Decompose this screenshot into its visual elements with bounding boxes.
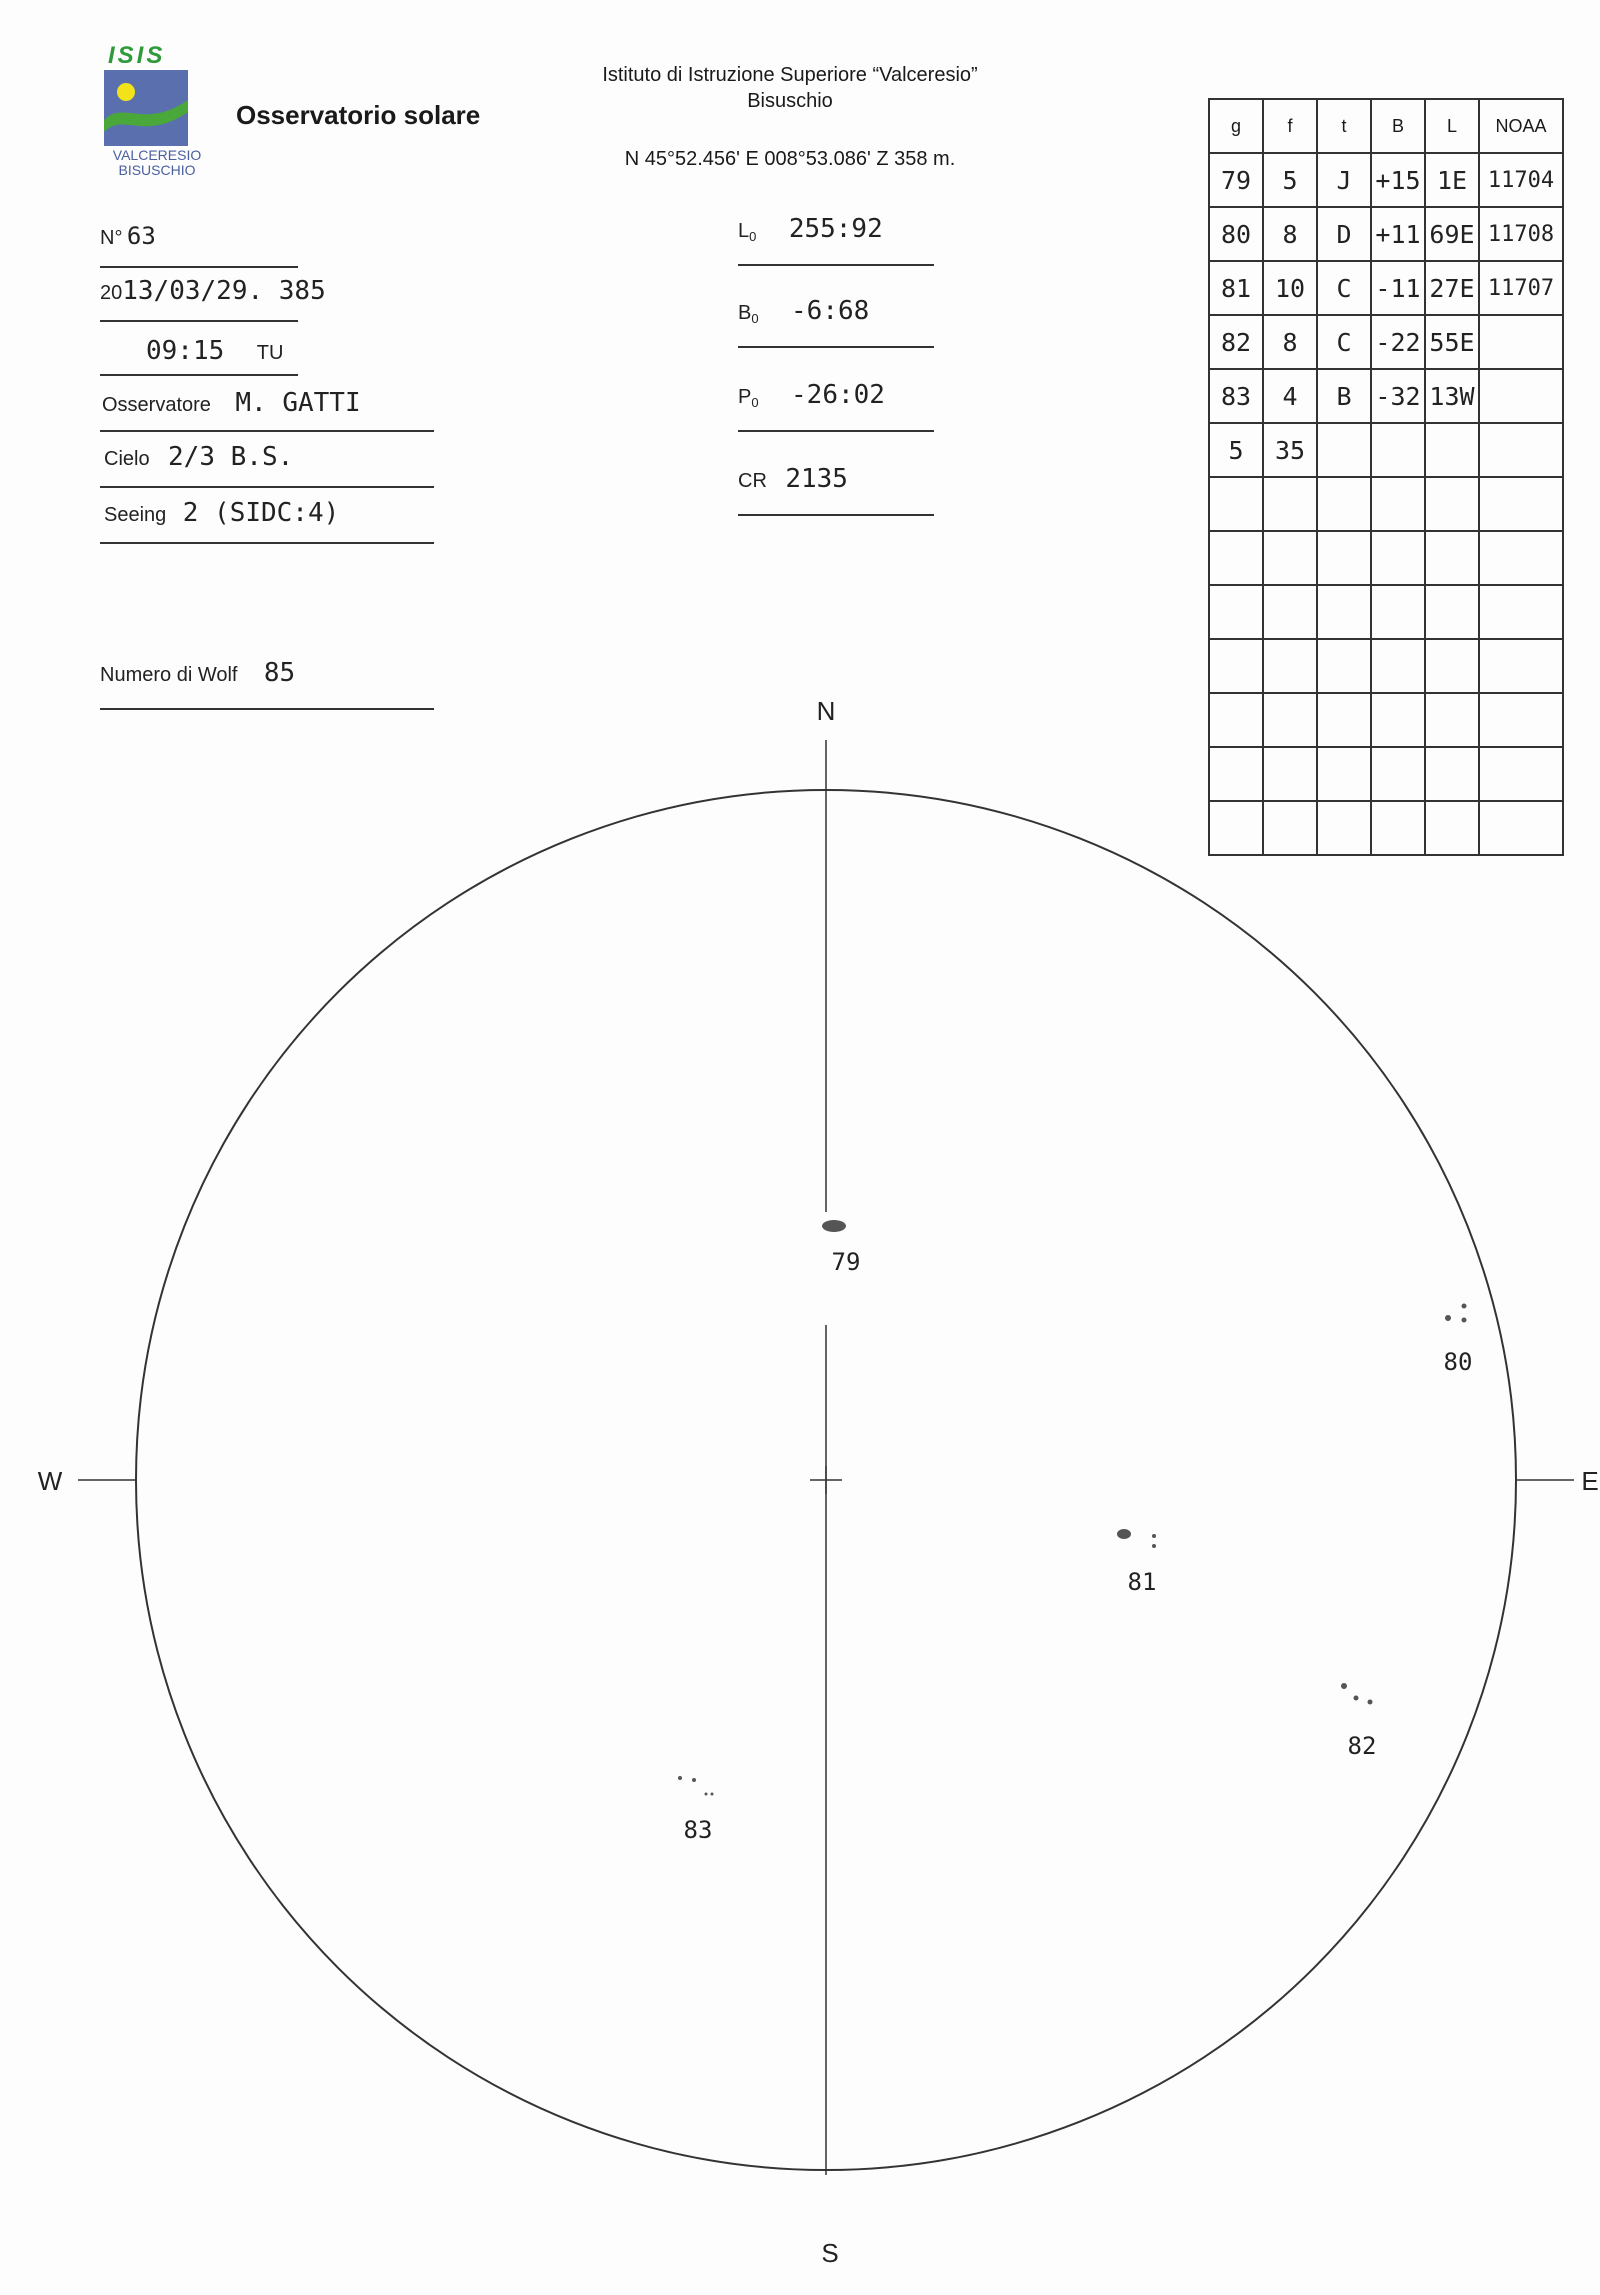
header-f: f — [1263, 99, 1317, 153]
cell-noaa: 11704 — [1479, 153, 1563, 207]
sunspot-79b — [823, 1223, 829, 1229]
cell-b: -22 — [1371, 315, 1425, 369]
cell-f: 8 — [1263, 207, 1317, 261]
total-spots: 35 — [1263, 423, 1317, 477]
institute-name: Istituto di Istruzione Superiore “Valceresio” — [602, 64, 978, 86]
wolf-label: Numero di Wolf — [100, 664, 238, 686]
cell-l: 27E — [1425, 261, 1479, 315]
sky-value: 2/3 B.S. — [168, 442, 294, 472]
cell-f: 4 — [1263, 369, 1317, 423]
cell-t: D — [1317, 207, 1371, 261]
seeing-value: 2 (SIDC:4) — [182, 498, 340, 528]
cell-t: J — [1317, 153, 1371, 207]
group-label-80: 80 — [1443, 1348, 1473, 1376]
header-l: L — [1425, 99, 1479, 153]
p0-sub: 0 — [751, 395, 759, 411]
l0-sub: 0 — [749, 229, 757, 245]
cell-f: 8 — [1263, 315, 1317, 369]
cell-f: 5 — [1263, 153, 1317, 207]
time-value: 09:15 — [146, 336, 225, 366]
sunspot-83d — [711, 1793, 714, 1796]
sunspot-80c — [1462, 1318, 1467, 1323]
cell-t: B — [1317, 369, 1371, 423]
p0-label: P — [738, 386, 752, 408]
date-value: 13/03/29. 385 — [122, 276, 326, 306]
sunspot-80b — [1462, 1304, 1467, 1309]
cell-b: -32 — [1371, 369, 1425, 423]
cell-b: +15 — [1371, 153, 1425, 207]
l0-value: 255:92 — [788, 214, 883, 244]
sunspot-80 — [1445, 1315, 1451, 1321]
observer-label: Osservatore — [102, 394, 211, 416]
cell-g: 82 — [1209, 315, 1263, 369]
cell-t: C — [1317, 261, 1371, 315]
cell-l: 1E — [1425, 153, 1479, 207]
logo-caption-line2: BISUSCHIO — [118, 162, 196, 178]
logo-text: ISIS — [108, 42, 166, 69]
header-b: B — [1371, 99, 1425, 153]
cell-f: 10 — [1263, 261, 1317, 315]
b0-label: B — [738, 302, 752, 324]
header-noaa: NOAA — [1479, 99, 1563, 153]
logo-caption-line1: VALCERESIO — [112, 147, 202, 163]
b0-value: -6:68 — [791, 296, 870, 326]
east-label: E — [1581, 1466, 1599, 1496]
group-label-81: 81 — [1127, 1568, 1157, 1596]
cell-l: 69E — [1425, 207, 1479, 261]
header-g: g — [1209, 99, 1263, 153]
sky-label: Cielo — [104, 448, 150, 470]
sunspot-82 — [1341, 1683, 1347, 1689]
date-prefix: 20 — [100, 282, 123, 304]
number-value: 63 — [126, 222, 156, 250]
cell-g: 80 — [1209, 207, 1263, 261]
group-label-82: 82 — [1347, 1732, 1377, 1760]
cell-l: 13W — [1425, 369, 1479, 423]
total-groups: 5 — [1209, 423, 1263, 477]
b0-sub: 0 — [751, 311, 759, 327]
group-label-83: 83 — [683, 1816, 713, 1844]
time-unit: TU — [256, 342, 284, 364]
number-label: N° — [100, 227, 123, 249]
header-t: t — [1317, 99, 1371, 153]
cell-l: 55E — [1425, 315, 1479, 369]
institute-town: Bisuschio — [747, 90, 833, 112]
cell-t: C — [1317, 315, 1371, 369]
sunspot-82c — [1368, 1700, 1373, 1705]
sunspot-81c — [1152, 1544, 1156, 1548]
observatory-title: Osservatorio solare — [236, 100, 481, 130]
l0-label: L — [738, 220, 750, 242]
cell-g: 79 — [1209, 153, 1263, 207]
cell-b: -11 — [1371, 261, 1425, 315]
p0-value: -26:02 — [791, 380, 885, 410]
sunspot-81b — [1152, 1534, 1156, 1538]
seeing-label: Seeing — [104, 504, 167, 526]
cell-g: 83 — [1209, 369, 1263, 423]
sunspot-83b — [692, 1778, 696, 1782]
west-label: W — [37, 1466, 63, 1496]
cell-g: 81 — [1209, 261, 1263, 315]
north-label: N — [816, 696, 836, 726]
group-label-79: 79 — [831, 1248, 861, 1276]
observer-value: M. GATTI — [235, 388, 361, 418]
cell-noaa: 11707 — [1479, 261, 1563, 315]
sunspot-82b — [1354, 1696, 1359, 1701]
cr-label: CR — [738, 470, 767, 492]
sunspot-83 — [678, 1776, 682, 1780]
cell-noaa: 11708 — [1479, 207, 1563, 261]
sunspot-81 — [1117, 1529, 1131, 1539]
observatory-coordinates: N 45°52.456' E 008°53.086' Z 358 m. — [624, 148, 956, 170]
sunspot-83c — [705, 1793, 708, 1796]
south-label: S — [821, 2238, 839, 2268]
wolf-value: 85 — [263, 658, 296, 688]
cr-value: 2135 — [785, 464, 848, 494]
cell-b: +11 — [1371, 207, 1425, 261]
